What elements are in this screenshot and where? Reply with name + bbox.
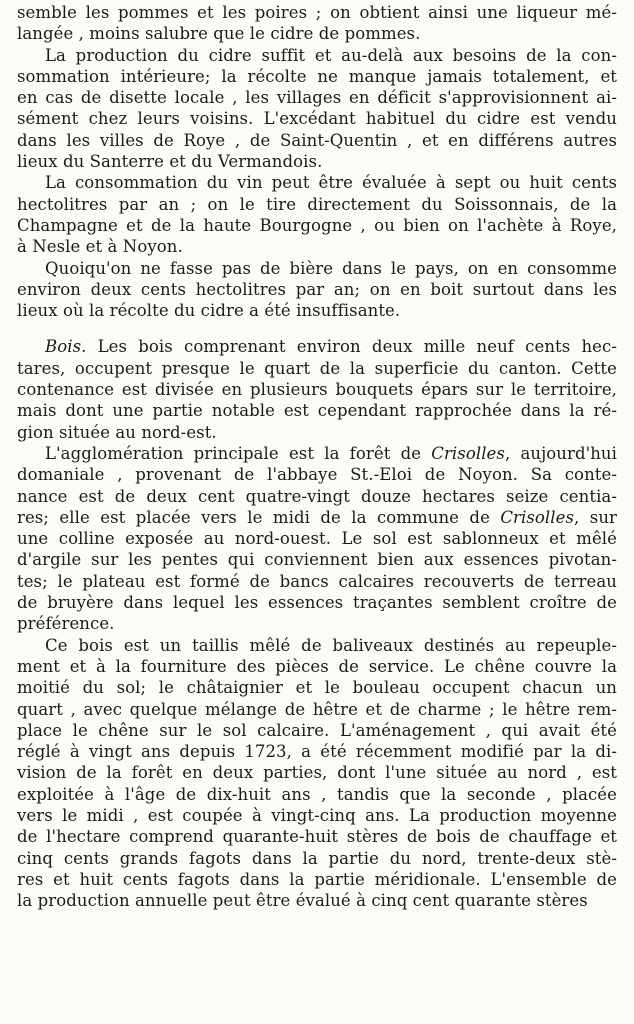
text-line: une colline exposée au nord-ouest. Le sol est sablonneux et mêlé xyxy=(17,529,617,549)
text-line: Ce bois est un taillis mêlé de baliveaux destinés au repeuple- xyxy=(45,635,617,655)
text-line: vision de la forêt en deux parties, dont l'une située au nord , est xyxy=(17,763,617,783)
text-line: tes; le plateau est formé de bancs calcaires recouverts de terreau xyxy=(17,571,617,591)
text-line: dans les villes de Roye , de Saint-Quentin , et en différens autres xyxy=(17,130,617,150)
text-line: à Nesle et à Noyon. xyxy=(17,237,183,257)
text-line: La production du cidre suffit et au-delà aux besoins de la con- xyxy=(45,45,617,65)
text-line: quart , avec quelque mélange de hêtre et de charme ; le hêtre rem- xyxy=(17,699,617,719)
text-line: Quoiqu'on ne fasse pas de bière dans le pays, on en consomme xyxy=(45,258,617,278)
text-line: en cas de disette locale , les villages en déficit s'approvisionnent ai- xyxy=(17,88,617,108)
text-line: d'argile sur les pentes qui conviennent bien aux essences pivotan- xyxy=(17,550,617,570)
paragraph-p2 xyxy=(17,45,617,173)
paragraph-p4 xyxy=(17,258,617,322)
text-line: ment et à la fourniture des pièces de service. Le chêne couvre la xyxy=(17,656,617,676)
italic-place-name: Crisolles xyxy=(500,507,575,527)
text-line: environ deux cents hectolitres par an; on en boit surtout dans les xyxy=(17,279,617,299)
paragraph-p7 xyxy=(17,635,617,912)
text-line: La consommation du vin peut être évaluée à sept ou huit cents xyxy=(45,173,617,193)
text-line: de l'hectare comprend quarante-huit stères de bois de chauffage et xyxy=(17,827,617,847)
text-line: semble les pommes et les poires ; on obtient ainsi une liqueur mé- xyxy=(17,3,617,22)
italic-place-name: Crisolles xyxy=(431,443,505,463)
text-line: Bois. Les bois comprenant environ deux mille neuf cents hec- xyxy=(45,337,617,357)
text-line: mais dont une partie notable est cependant rapprochée dans la ré- xyxy=(17,401,617,421)
paragraph-p1 xyxy=(17,2,617,45)
text-line: cinq cents grands fagots dans la partie du nord, trente-deux stè- xyxy=(17,848,617,868)
paragraph-p5 xyxy=(17,336,617,442)
text-line: lieux où la récolte du cidre a été insuffisante. xyxy=(17,301,401,321)
text-line: moitié du sol; le châtaignier et le bouleau occupent chacun un xyxy=(17,678,617,698)
paragraph-p3 xyxy=(17,172,617,257)
body-text xyxy=(17,2,617,911)
text-line: la production annuelle peut être évalué à cinq cent quarante stères xyxy=(17,891,588,911)
text-line: réglé à vingt ans depuis 1723, a été récemment modifié par la di- xyxy=(17,742,617,762)
text-line: sément chez leurs voisins. L'excédant habituel du cidre est vendu xyxy=(17,109,617,129)
text-line: L'agglomération principale est la forêt de Crisolles, aujourd'hui xyxy=(45,443,617,463)
text-line: vers le midi , est coupée à vingt-cinq ans. La production moyenne xyxy=(17,805,617,825)
text-line: res; elle est placée vers le midi de la commune de Crisolles, sur xyxy=(17,507,617,527)
text-line: hectolitres par an ; on le tire directement du Soissonnais, de la xyxy=(17,194,617,214)
text-line: nance est de deux cent quatre-vingt douze hectares seize centia- xyxy=(17,486,617,506)
paragraph-p6 xyxy=(17,443,617,635)
text-line: lieux du Santerre et du Vermandois. xyxy=(17,152,323,172)
text-line: place le chêne sur le sol calcaire. L'aménagement , qui avait été xyxy=(17,720,617,740)
text-line: langée , moins salubre que le cidre de pommes. xyxy=(17,24,421,44)
text-line: tares, occupent presque le quart de la superficie du canton. Cette xyxy=(17,358,617,378)
section-heading-bois: Bois. xyxy=(45,337,87,357)
text-line: gion située au nord-est. xyxy=(17,422,217,442)
text-line: domaniale , provenant de l'abbaye St.-Eloi de Noyon. Sa conte- xyxy=(17,465,617,485)
section-gap xyxy=(17,321,617,336)
text-line: res et huit cents fagots dans la partie méridionale. L'ensemble de xyxy=(17,869,617,889)
text-line: contenance est divisée en plusieurs bouquets épars sur le territoire, xyxy=(17,380,617,400)
text-line: Champagne et de la haute Bourgogne , ou bien on l'achète à Roye, xyxy=(17,215,617,235)
text-line: exploitée à l'âge de dix-huit ans , tandis que la seconde , placée xyxy=(17,784,617,804)
text-line: préférence. xyxy=(17,614,115,634)
text-line: sommation intérieure; la récolte ne manque jamais totalement, et xyxy=(17,66,617,86)
text-line: de bruyère dans lequel les essences traçantes semblent croître de xyxy=(17,593,617,613)
